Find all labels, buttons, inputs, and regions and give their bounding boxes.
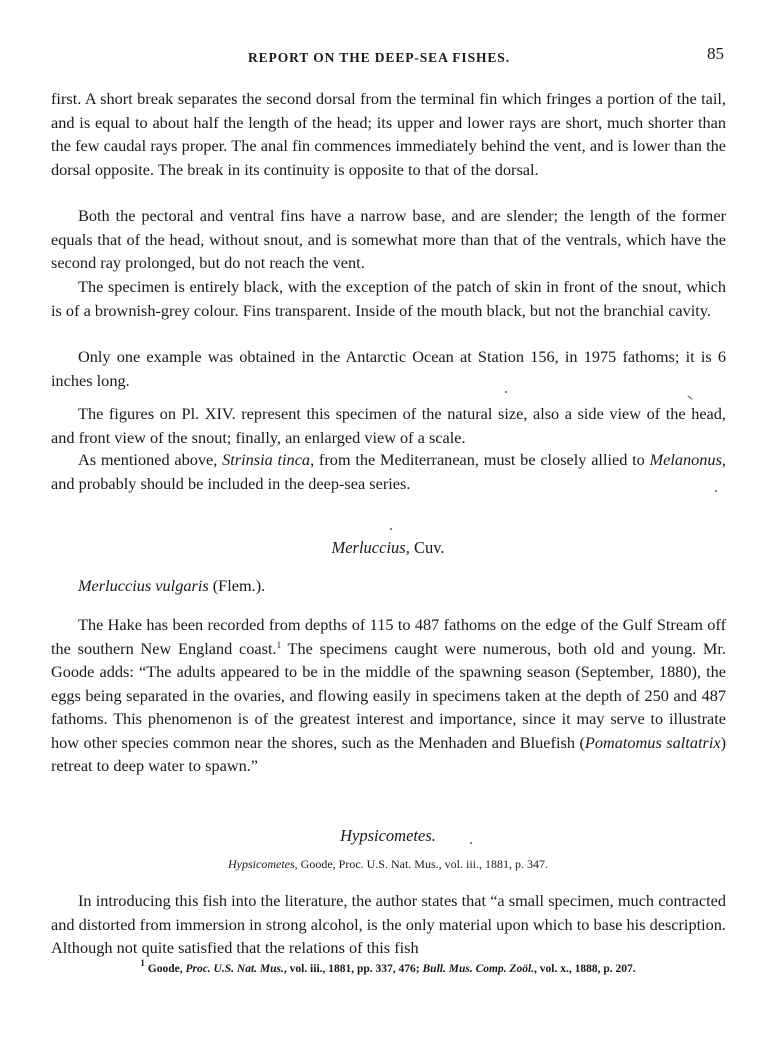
species-author: (Flem.). — [208, 576, 266, 595]
genus-name: Hypsicometes. — [340, 826, 436, 845]
footnote-number: 1 — [140, 958, 145, 968]
paragraph-hake — [51, 613, 726, 778]
journal-name: Proc. U.S. Nat. Mus. — [185, 963, 284, 975]
reference-line — [0, 857, 776, 872]
paragraph-station: Only one example was obtained in the Antarctic Ocean at Station 156, in 1975 fathoms; it is 6 inches long. — [51, 347, 726, 390]
species-heading — [78, 574, 718, 598]
species-name: Merluccius vulgaris — [78, 576, 209, 595]
text-run: , and probably should be included in the deep-sea series. — [51, 450, 726, 493]
print-speck — [715, 490, 717, 492]
print-speck — [505, 391, 507, 393]
text-run: , vol. iii., 1881, pp. 337, 476; — [283, 963, 423, 975]
taxon-strinsia: Strinsia tinca — [222, 450, 311, 469]
genus-author: , Cuv. — [405, 538, 445, 557]
paragraph-pectoral-ventral: Both the pectoral and ventral fins have a narrow base, and are slender; the length of the former equals that of the head, without snout, and is somewhat more than that of the ventrals, which have the second ray prolonged, but do not reach the vent. — [51, 206, 726, 272]
reference-taxon: Hypsicometes — [228, 857, 295, 871]
page-number: 85 — [707, 44, 724, 63]
paragraph-fin-description: first. A short break separates the second dorsal from the terminal fin which fringes a portion of the tail, and is equal to about half the length of the head; its upper and lower rays are short, much shorter than the few caudal rays proper. The anal fin commences immediately behind the vent, and is lower than the dorsal opposite. The break in its continuity is opposite to that of the dorsal. — [51, 89, 726, 179]
paragraph-strinsia — [51, 448, 726, 495]
running-header — [0, 44, 776, 70]
text-run: As mentioned above, — [78, 450, 223, 469]
paragraph-colour: The specimen is entirely black, with the exception of the patch of skin in front of the snout, which is of a brownish-grey colour. Fins transparent. Inside of the mouth black, but not the branchial cavity. — [51, 277, 726, 320]
text-run: , vol. x., 1888, p. 207. — [534, 963, 636, 975]
text-run: The Hake has been recorded from depths of 115 to 487 fathoms on the edge of the Gulf Stream off the southern New England coast. — [51, 615, 726, 658]
running-title: REPORT ON THE DEEP-SEA FISHES. — [248, 50, 510, 65]
genus-heading-hypsicometes — [0, 826, 776, 846]
text-run: Goode, — [144, 963, 186, 975]
text-run: The specimens caught were numerous, both old and young. Mr. Goode adds: “The adults appeared to be in the middle of the spawning season (September, 1880), the eggs being separated in the ovaries, and flowing easily in specimens taken at the depth of 250 and 487 fathoms. This phenomenon is of the greatest interest and importance, since it may serve to illustrate how other species common near the shores, such as the Menhaden and Bluefish ( — [51, 638, 726, 752]
print-speck — [470, 842, 472, 844]
print-speck — [687, 395, 692, 400]
journal-name: Bull. Mus. Comp. Zoöl. — [422, 963, 535, 975]
paragraph-hypsicometes: In introducing this fish into the literature, the author states that “a small specimen, much contracted and distorted from immersion in strong alcohol, is the only material upon which to base his description. Although not quite satisfied that the relations of this fish — [51, 891, 726, 957]
footnote-mark: 1 — [276, 639, 282, 650]
reference-citation: , Goode, Proc. U.S. Nat. Mus., vol. iii., 1881, p. 347. — [294, 857, 548, 871]
genus-name: Merluccius — [331, 538, 406, 557]
text-run: ) retreat to deep water to spawn.” — [51, 732, 727, 775]
paragraph-figures: The figures on Pl. XIV. represent this specimen of the natural size, also a side view of the head, and front view of the snout; finally, an enlarged view of a scale. — [51, 404, 726, 447]
genus-heading-merluccius — [0, 538, 776, 558]
footnote — [0, 958, 776, 975]
text-run: , from the Mediterranean, must be closely allied to — [310, 450, 650, 469]
taxon-melanonus: Melanonus — [649, 450, 722, 469]
taxon-pomatomus: Pomatomus saltatrix — [584, 732, 721, 752]
print-speck — [390, 528, 392, 530]
